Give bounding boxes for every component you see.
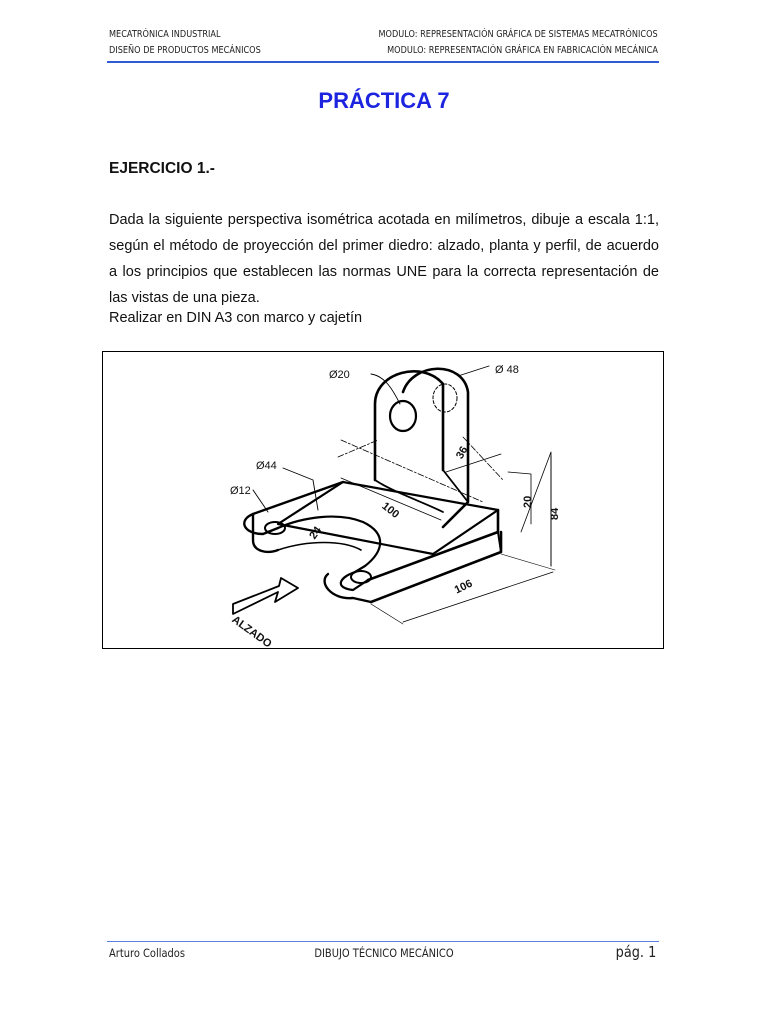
footer-rule	[107, 941, 659, 942]
dim-106: 106	[452, 577, 475, 597]
isometric-figure	[102, 351, 664, 649]
fork-slot-lower	[278, 543, 361, 551]
leader-d12	[253, 490, 268, 512]
dim-line-106	[403, 572, 553, 622]
fork-slot	[278, 517, 380, 572]
dim-100: 100	[379, 500, 402, 521]
center-line-2	[338, 440, 378, 457]
header-module-2: MODULO: REPRESENTACIÓN GRÁFICA EN FABRICACIÓN MECÁNICA	[387, 45, 658, 56]
exercise-instruction: Realizar en DIN A3 con marco y cajetín	[109, 310, 363, 326]
dim-36: 36	[453, 444, 471, 462]
lug-front	[375, 371, 443, 480]
header-course: DISEÑO DE PRODUCTOS MECÁNICOS	[109, 45, 261, 56]
isometric-drawing	[103, 352, 665, 650]
dim-ext-106b	[501, 554, 555, 570]
alzado-label: ALZADO	[229, 613, 274, 650]
footer-author: Arturo Collados	[109, 946, 186, 960]
lug-hole-front	[390, 401, 416, 431]
dim-20: 20	[522, 495, 534, 508]
dim-24: 24	[307, 524, 325, 542]
header-program: MECATRÓNICA INDUSTRIAL	[109, 29, 221, 40]
dim-ext-106a	[371, 604, 403, 624]
dim-d48: Ø 48	[495, 364, 519, 376]
header-module-1: MODULO: REPRESENTACIÓN GRÁFICA DE SISTEMAS MECATRÓNICOS	[378, 29, 658, 40]
leader-d44	[283, 468, 318, 510]
exercise-paragraph-text: Dada la siguiente perspectiva isométrica acotada en milímetros, dibuje a escala 1:1, según el método de proyección del primer diedro: alzado, planta y perfil, de acuerdo a los principios que establecen las normas UNE para la correcta representación de las vistas de una pieza.	[109, 212, 659, 306]
footer-subject: DIBUJO TÉCNICO MECÁNICO	[314, 946, 454, 960]
alzado-arrow	[233, 578, 298, 614]
dim-d20: Ø20	[329, 369, 350, 381]
dim-84: 84	[549, 507, 561, 520]
base-front-bottom	[371, 532, 501, 602]
footer-page-number: pág. 1	[615, 943, 656, 961]
dim-line-84	[521, 452, 551, 566]
lug-side	[443, 470, 468, 502]
page-title: PRÁCTICA 7	[318, 88, 450, 113]
exercise-heading: EJERCICIO 1.-	[109, 160, 215, 177]
dim-d44: Ø44	[256, 460, 277, 472]
hole-right	[351, 571, 371, 583]
header-rule	[107, 61, 659, 63]
dim-d12: Ø12	[230, 485, 251, 497]
lug-hole-back	[433, 384, 457, 412]
leader-d48	[458, 366, 489, 376]
exercise-paragraph	[109, 207, 659, 311]
